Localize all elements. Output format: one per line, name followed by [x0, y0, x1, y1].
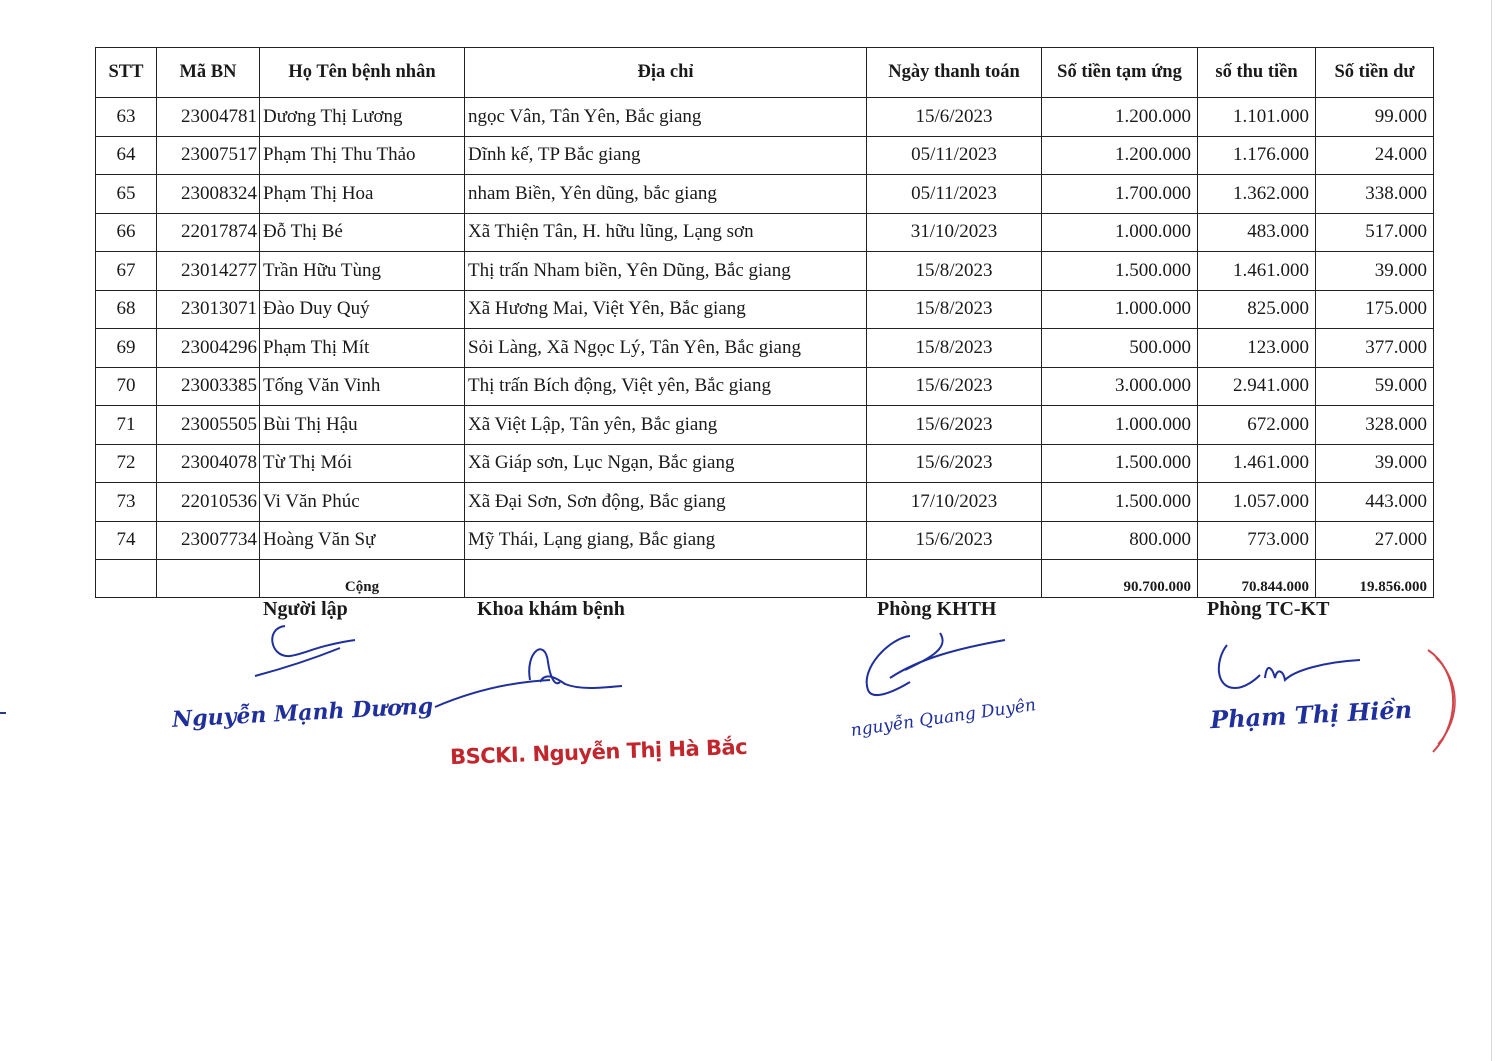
cell-ma-bn: 23007734	[157, 521, 260, 560]
cell-ngay-thanh-toan: 15/6/2023	[867, 367, 1042, 406]
cell-dia-chi: Xã Đại Sơn, Sơn động, Bắc giang	[465, 483, 867, 522]
cell-so-thu-tien: 672.000	[1198, 406, 1316, 445]
table-row	[96, 521, 1434, 560]
cell-ho-ten: Từ Thị Mói	[260, 444, 465, 483]
table-row	[96, 136, 1434, 175]
cell-ho-ten: Phạm Thị Hoa	[260, 175, 465, 214]
cell-ma-bn: 23014277	[157, 252, 260, 291]
cell-dia-chi: Dĩnh kế, TP Bắc giang	[465, 136, 867, 175]
cell-dia-chi: Thị trấn Bích động, Việt yên, Bắc giang	[465, 367, 867, 406]
cell-stt: 70	[96, 367, 157, 406]
cell-ngay-thanh-toan: 15/6/2023	[867, 98, 1042, 137]
cell-ma-bn: 23004781	[157, 98, 260, 137]
cell-dia-chi: Xã Hương Mai, Việt Yên, Bắc giang	[465, 290, 867, 329]
cell-stt: 66	[96, 213, 157, 252]
margin-mark	[0, 712, 6, 714]
cell-stt: 74	[96, 521, 157, 560]
signature-nguoi-lap-icon	[245, 618, 375, 688]
header-so-tien-du: Số tiền dư	[1316, 48, 1434, 98]
cell-dia-chi: Mỹ Thái, Lạng giang, Bắc giang	[465, 521, 867, 560]
cell-so-tien-du: 39.000	[1316, 252, 1434, 291]
cell-ho-ten: Trần Hữu Tùng	[260, 252, 465, 291]
cell-stt: 72	[96, 444, 157, 483]
cell-dia-chi: nham Biền, Yên dũng, bắc giang	[465, 175, 867, 214]
cell-so-tien-tam-ung: 1.700.000	[1042, 175, 1198, 214]
cell-ngay-thanh-toan: 15/8/2023	[867, 329, 1042, 368]
header-ngay-thanh-toan: Ngày thanh toán	[867, 48, 1042, 98]
table-row	[96, 483, 1434, 522]
cell-dia-chi: Xã Việt Lập, Tân yên, Bắc giang	[465, 406, 867, 445]
table-row	[96, 329, 1434, 368]
cell-ho-ten: Đỗ Thị Bé	[260, 213, 465, 252]
cell-ho-ten: Bùi Thị Hậu	[260, 406, 465, 445]
total-label: Cộng	[260, 560, 465, 598]
cell-stt: 67	[96, 252, 157, 291]
table-header-row	[96, 48, 1434, 98]
cell-so-tien-tam-ung: 1.200.000	[1042, 98, 1198, 137]
cell-ma-bn: 22017874	[157, 213, 260, 252]
cell-so-thu-tien: 773.000	[1198, 521, 1316, 560]
cell-stt: 71	[96, 406, 157, 445]
cell-so-thu-tien: 123.000	[1198, 329, 1316, 368]
cell-ma-bn: 23013071	[157, 290, 260, 329]
header-so-thu-tien: số thu tiền	[1198, 48, 1316, 98]
cell-so-tien-tam-ung: 500.000	[1042, 329, 1198, 368]
cell-so-thu-tien: 1.101.000	[1198, 98, 1316, 137]
sig-title-khoa-kham-benh: Khoa khám bệnh	[477, 598, 625, 620]
sig-name-nguoi-lap: Nguyễn Mạnh Dương	[171, 693, 434, 733]
cell-ma-bn: 23007517	[157, 136, 260, 175]
cell-so-tien-tam-ung: 1.200.000	[1042, 136, 1198, 175]
cell-ngay-thanh-toan: 15/6/2023	[867, 444, 1042, 483]
cell-ho-ten: Dương Thị Lương	[260, 98, 465, 137]
total-row	[96, 560, 1434, 598]
cell-ho-ten: Hoàng Văn Sự	[260, 521, 465, 560]
header-dia-chi: Địa chỉ	[465, 48, 867, 98]
cell-so-tien-tam-ung: 1.500.000	[1042, 444, 1198, 483]
total-empty-stt	[96, 560, 157, 598]
cell-so-tien-du: 175.000	[1316, 290, 1434, 329]
signature-phong-khth-icon	[850, 618, 1020, 708]
cell-ho-ten: Phạm Thị Thu Thảo	[260, 136, 465, 175]
total-empty-addr	[465, 560, 867, 598]
header-so-tien-tam-ung: Số tiền tạm ứng	[1042, 48, 1198, 98]
cell-dia-chi: Xã Giáp sơn, Lục Ngạn, Bắc giang	[465, 444, 867, 483]
cell-stt: 64	[96, 136, 157, 175]
cell-so-tien-tam-ung: 1.000.000	[1042, 406, 1198, 445]
cell-so-tien-tam-ung: 1.000.000	[1042, 290, 1198, 329]
total-empty-date	[867, 560, 1042, 598]
cell-ma-bn: 23004078	[157, 444, 260, 483]
total-so-tien-tam-ung: 90.700.000	[1042, 560, 1198, 598]
cell-so-tien-du: 328.000	[1316, 406, 1434, 445]
cell-ho-ten: Vi Văn Phúc	[260, 483, 465, 522]
cell-stt: 73	[96, 483, 157, 522]
table-row	[96, 406, 1434, 445]
cell-ngay-thanh-toan: 15/6/2023	[867, 521, 1042, 560]
cell-ma-bn: 23005505	[157, 406, 260, 445]
cell-so-thu-tien: 1.362.000	[1198, 175, 1316, 214]
cell-ngay-thanh-toan: 15/8/2023	[867, 252, 1042, 291]
signature-phong-tckt-icon	[1205, 640, 1365, 700]
cell-so-tien-du: 24.000	[1316, 136, 1434, 175]
total-so-thu-tien: 70.844.000	[1198, 560, 1316, 598]
cell-so-tien-du: 39.000	[1316, 444, 1434, 483]
sig-name-phong-khth: nguyễn Quang Duyên	[849, 695, 1038, 741]
cell-ngay-thanh-toan: 15/8/2023	[867, 290, 1042, 329]
cell-so-tien-du: 338.000	[1316, 175, 1434, 214]
red-seal-icon	[1418, 640, 1468, 760]
header-ma-bn: Mã BN	[157, 48, 260, 98]
table-row	[96, 367, 1434, 406]
cell-ma-bn: 23004296	[157, 329, 260, 368]
sig-title-phong-khth: Phòng KHTH	[877, 598, 997, 620]
cell-so-thu-tien: 1.461.000	[1198, 252, 1316, 291]
cell-so-tien-tam-ung: 800.000	[1042, 521, 1198, 560]
cell-so-tien-du: 377.000	[1316, 329, 1434, 368]
page-edge	[1491, 0, 1492, 1061]
cell-ma-bn: 23003385	[157, 367, 260, 406]
cell-ho-ten: Đào Duy Quý	[260, 290, 465, 329]
cell-so-thu-tien: 1.057.000	[1198, 483, 1316, 522]
cell-so-thu-tien: 1.176.000	[1198, 136, 1316, 175]
cell-ngay-thanh-toan: 05/11/2023	[867, 175, 1042, 214]
cell-ngay-thanh-toan: 15/6/2023	[867, 406, 1042, 445]
table-row	[96, 290, 1434, 329]
cell-ngay-thanh-toan: 17/10/2023	[867, 483, 1042, 522]
table-row	[96, 252, 1434, 291]
cell-so-tien-tam-ung: 1.500.000	[1042, 252, 1198, 291]
cell-so-tien-tam-ung: 1.500.000	[1042, 483, 1198, 522]
cell-stt: 63	[96, 98, 157, 137]
table-row	[96, 98, 1434, 137]
cell-ngay-thanh-toan: 05/11/2023	[867, 136, 1042, 175]
cell-ho-ten: Phạm Thị Mít	[260, 329, 465, 368]
sig-name-khoa-kham-benh: BSCKI. Nguyễn Thị Hà Bắc	[449, 734, 748, 770]
cell-ma-bn: 23008324	[157, 175, 260, 214]
cell-dia-chi: Thị trấn Nham biền, Yên Dũng, Bắc giang	[465, 252, 867, 291]
header-ho-ten: Họ Tên bệnh nhân	[260, 48, 465, 98]
sig-title-phong-tckt: Phòng TC-KT	[1207, 598, 1330, 620]
cell-dia-chi: Sỏi Làng, Xã Ngọc Lý, Tân Yên, Bắc giang	[465, 329, 867, 368]
cell-so-tien-du: 59.000	[1316, 367, 1434, 406]
total-empty-ma	[157, 560, 260, 598]
cell-dia-chi: ngọc Vân, Tân Yên, Bắc giang	[465, 98, 867, 137]
cell-so-thu-tien: 825.000	[1198, 290, 1316, 329]
sig-name-phong-tckt: Phạm Thị Hiền	[1209, 694, 1413, 735]
cell-so-tien-du: 27.000	[1316, 521, 1434, 560]
cell-so-thu-tien: 2.941.000	[1198, 367, 1316, 406]
cell-dia-chi: Xã Thiện Tân, H. hữu lũng, Lạng sơn	[465, 213, 867, 252]
cell-so-tien-tam-ung: 3.000.000	[1042, 367, 1198, 406]
cell-so-thu-tien: 1.461.000	[1198, 444, 1316, 483]
table-row	[96, 444, 1434, 483]
table-row	[96, 213, 1434, 252]
cell-ngay-thanh-toan: 31/10/2023	[867, 213, 1042, 252]
patient-payment-table	[95, 47, 1434, 598]
cell-ho-ten: Tống Văn Vinh	[260, 367, 465, 406]
cell-so-thu-tien: 483.000	[1198, 213, 1316, 252]
signature-khoa-kham-benh-icon	[430, 632, 630, 712]
cell-stt: 65	[96, 175, 157, 214]
cell-stt: 68	[96, 290, 157, 329]
cell-stt: 69	[96, 329, 157, 368]
header-stt: STT	[96, 48, 157, 98]
total-so-tien-du: 19.856.000	[1316, 560, 1434, 598]
cell-so-tien-du: 517.000	[1316, 213, 1434, 252]
sig-title-nguoi-lap: Người lập	[263, 598, 348, 620]
cell-so-tien-du: 99.000	[1316, 98, 1434, 137]
cell-ma-bn: 22010536	[157, 483, 260, 522]
cell-so-tien-du: 443.000	[1316, 483, 1434, 522]
cell-so-tien-tam-ung: 1.000.000	[1042, 213, 1198, 252]
table-row	[96, 175, 1434, 214]
